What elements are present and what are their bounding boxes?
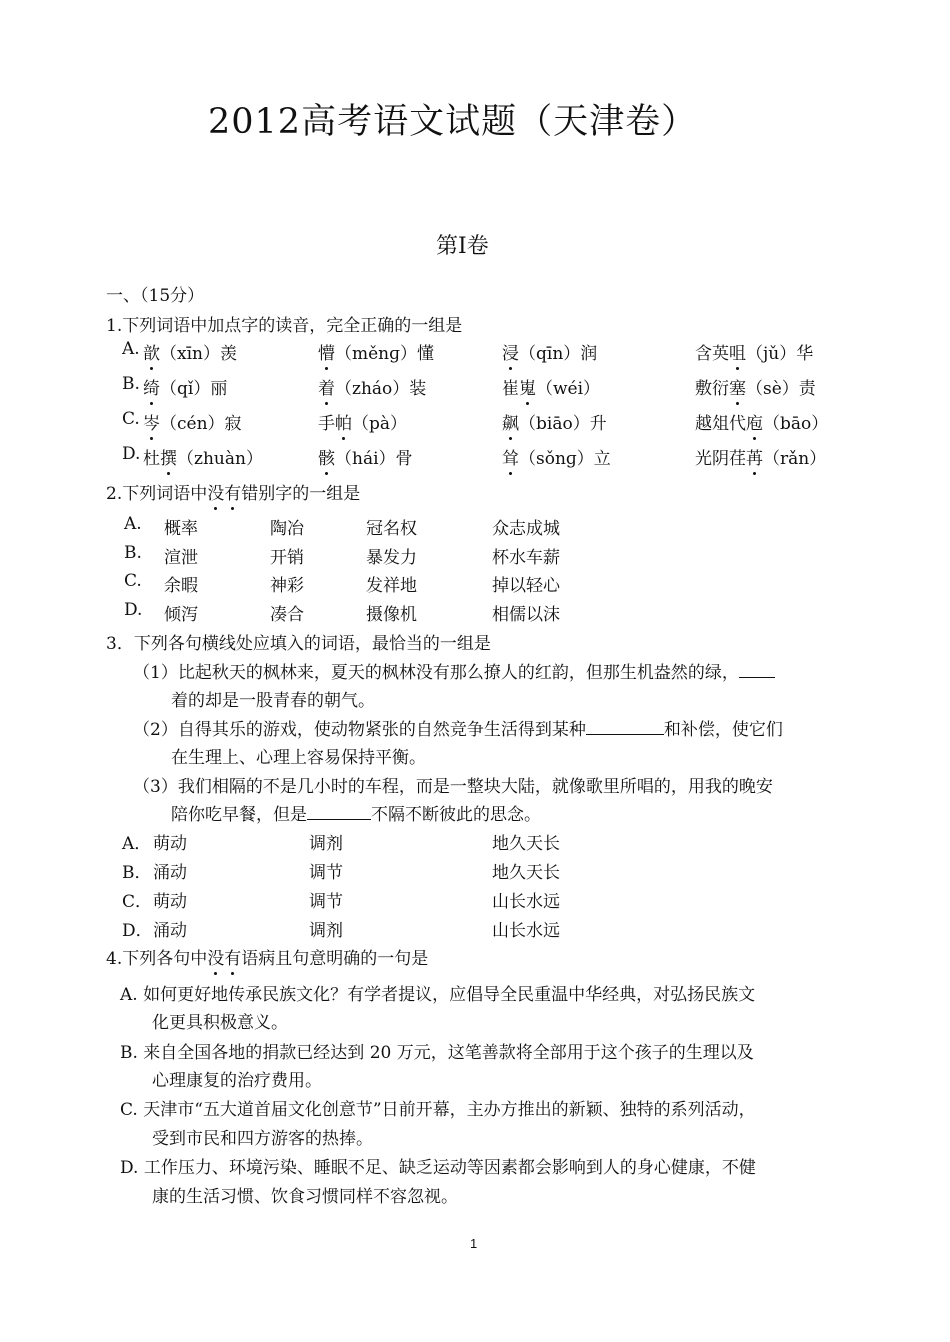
q1-item-dotted-char: 庖 (746, 409, 763, 434)
q1-option-item (318, 339, 434, 364)
q3-option-word: 山长水远 (492, 892, 560, 912)
q1-option-item (695, 409, 828, 434)
q1-item-pinyin: （pà） (352, 414, 408, 434)
q1-item-pinyin: （jǔ）华 (746, 344, 814, 364)
q3-option-label: C． (122, 892, 153, 912)
q1-item-dotted-char: 撰 (160, 444, 177, 469)
q4-stem-pre: 4.下列各句中 (106, 949, 208, 969)
q1-item-pinyin: （zháo）装 (335, 379, 427, 399)
q3-sentence1 (133, 658, 775, 683)
q1-item-pre: 崔 (502, 379, 519, 399)
q3-sentence2 (133, 715, 783, 740)
q3-option-word: 地久天长 (492, 834, 560, 854)
q3-option-word: 萌动 (153, 892, 187, 912)
q1-option-item (143, 409, 242, 434)
q1-item-dotted-char: 懵 (318, 339, 335, 364)
q3-option-word: 萌动 (153, 834, 187, 854)
q1-item-dotted-char: 苒 (746, 444, 763, 469)
q1-item-dotted-char: 浸 (502, 339, 519, 364)
q4-option-c: C. 天津市“五大道首届文化创意节”日前开幕，主办方推出的新颖、独特的系列活动， (120, 1100, 756, 1120)
q1-item-pre: 杜 (143, 449, 160, 469)
q2-option-word: 凑合 (270, 605, 304, 625)
q1-item-dotted-char: 绮 (143, 374, 160, 399)
page-number: 1 (470, 1236, 478, 1251)
q2-stem (106, 479, 360, 504)
q3-s2-cont: 在生理上、心理上容易保持平衡。 (171, 748, 426, 768)
q1-item-dotted-char: 咀 (729, 339, 746, 364)
q1-item-pre: 手 (318, 414, 335, 434)
q1-item-pinyin: （qǐ）丽 (160, 379, 228, 399)
q3-s3-text: 陪你吃早餐，但是 (171, 805, 307, 825)
q2-option-label: C. (124, 571, 142, 591)
q1-item-dotted-char: 耸 (502, 444, 519, 469)
q1-item-pre: 越俎代 (695, 414, 746, 434)
q2-option-word: 渲泄 (164, 548, 198, 568)
q3-option-word: 涌动 (153, 921, 187, 941)
q2-option-word: 掉以轻心 (492, 576, 560, 596)
q3-stem: 3．下列各句横线处应填入的词语，最恰当的一组是 (106, 634, 491, 654)
q1-item-pinyin: （hái）骨 (335, 449, 413, 469)
q4-option-d-cont: 康的生活习惯、饮食习惯同样不容忽视。 (152, 1187, 458, 1207)
q2-option-label: D. (124, 600, 143, 620)
q1-item-pinyin: （qīn）润 (519, 344, 598, 364)
q3-option-word: 调节 (309, 892, 343, 912)
section-heading: 一、（15分） (106, 286, 205, 306)
q3-option-word: 山长水远 (492, 921, 560, 941)
q2-stem-dot2: 有 (224, 479, 241, 504)
q3-option-label: B． (122, 863, 152, 883)
q1-item-pre: 光阴荏 (695, 449, 746, 469)
q1-item-pinyin: （wéi） (536, 379, 601, 399)
q4-stem-dot2: 有 (224, 944, 241, 969)
q1-option-item (318, 374, 426, 399)
q1-item-pre: 敷衍 (695, 379, 729, 399)
q1-item-dotted-char: 嵬 (519, 374, 536, 399)
q1-stem: 1.下列词语中加点字的读音，完全正确的一组是 (106, 316, 463, 336)
q2-option-word: 开销 (270, 548, 304, 568)
q1-option-item (318, 444, 413, 469)
q2-option-word: 摄像机 (366, 605, 417, 625)
q1-option-item (318, 409, 407, 434)
q1-item-pinyin: （měnɡ）懂 (335, 344, 435, 364)
q1-item-dotted-char: 帕 (335, 409, 352, 434)
q2-option-word: 杯水车薪 (492, 548, 560, 568)
q2-stem-dot1: 没 (207, 479, 224, 504)
q2-option-word: 发祥地 (366, 576, 417, 596)
q3-option-word: 涌动 (153, 863, 187, 883)
q2-option-label: A. (124, 514, 142, 534)
q2-option-label: B. (124, 543, 142, 563)
q4-option-b-cont: 心理康复的治疗费用。 (152, 1071, 322, 1091)
q1-item-dotted-char: 骸 (318, 444, 335, 469)
q3-sentence3: （3）我们相隔的不是几小时的车程，而是一整块大陆，就像歌里所唱的，用我的晚安 (133, 777, 773, 797)
q3-s3-text2: 不隔不断彼此的思念。 (371, 805, 541, 825)
q3-s2-text2: 和补偿，使它们 (663, 720, 783, 740)
q3-s1-text: （1）比起秋天的枫林来，夏天的枫林没有那么撩人的红韵，但那生机盎然的绿， (133, 663, 739, 683)
q1-item-pre: 含英 (695, 344, 729, 364)
q1-option-item (143, 444, 263, 469)
q1-item-pinyin: （cén）寂 (160, 414, 242, 434)
q3-option-label: D． (122, 921, 153, 941)
q2-option-word: 概率 (164, 519, 198, 539)
q4-stem (106, 944, 428, 969)
q1-option-item (502, 374, 600, 399)
q1-item-pinyin: （bāo） (763, 414, 829, 434)
q1-option-item (143, 339, 237, 364)
q1-option-item (143, 374, 227, 399)
q4-stem-dot1: 没 (207, 944, 224, 969)
q3-option-word: 地久天长 (492, 863, 560, 883)
q4-option-a: A. 如何更好地传承民族文化？有学者提议，应倡导全民重温中华经典，对弘扬民族文 (120, 985, 756, 1005)
q1-item-pinyin: （biāo）升 (519, 414, 607, 434)
q1-item-dotted-char: 歆 (143, 339, 160, 364)
q1-item-dotted-char: 塞 (729, 374, 746, 399)
q3-option-label: A． (122, 834, 152, 854)
q2-option-word: 暴发力 (366, 548, 417, 568)
q3-s3-cont (171, 800, 541, 825)
q3-blank2 (586, 720, 664, 735)
q1-option-item (695, 444, 826, 469)
q4-stem-post: 语病且句意明确的一句是 (241, 949, 429, 969)
q2-option-word: 陶冶 (270, 519, 304, 539)
q1-option-label: A. (122, 339, 140, 359)
q1-item-pinyin: （xīn）羡 (160, 344, 237, 364)
q2-option-word: 冠名权 (366, 519, 417, 539)
q3-option-word: 调节 (309, 863, 343, 883)
q1-item-pinyin: （sè）责 (746, 379, 816, 399)
q1-item-dotted-char: 着 (318, 374, 335, 399)
document-title: 2012高考语文试题（天津卷） (208, 102, 698, 142)
q4-option-b: B. 来自全国各地的捐款已经达到 20 万元，这笔善款将全部用于这个孩子的生理以及 (120, 1043, 754, 1063)
q3-blank1 (739, 663, 775, 678)
q1-option-item (695, 374, 816, 399)
q1-item-pinyin: （zhuàn） (177, 449, 263, 469)
q3-s1-cont: 着的却是一股青春的朝气。 (171, 691, 375, 711)
q2-option-word: 余暇 (164, 576, 198, 596)
q3-blank3 (307, 805, 371, 820)
q2-option-word: 相儒以沫 (492, 605, 560, 625)
q1-option-item (502, 444, 611, 469)
q1-item-pinyin: （rǎn） (763, 449, 827, 469)
q1-option-item (502, 339, 597, 364)
q3-s2-text: （2）自得其乐的游戏，使动物紧张的自然竞争生活得到某种 (133, 720, 586, 740)
q1-item-dotted-char: 飙 (502, 409, 519, 434)
q1-option-label: B. (122, 374, 140, 394)
q3-option-word: 调剂 (309, 834, 343, 854)
q2-option-word: 神彩 (270, 576, 304, 596)
q4-option-d: D. 工作压力、环境污染、睡眠不足、缺乏运动等因素都会影响到人的身心健康，不健 (120, 1158, 756, 1178)
q4-option-a-cont: 化更具积极意义。 (152, 1013, 288, 1033)
q3-option-word: 调剂 (309, 921, 343, 941)
q1-item-dotted-char: 岑 (143, 409, 160, 434)
q1-option-item (502, 409, 607, 434)
q2-stem-pre: 2.下列词语中 (106, 484, 208, 504)
q4-option-c-cont: 受到市民和四方游客的热捧。 (152, 1129, 373, 1149)
volume-heading: 第Ⅰ卷 (436, 234, 489, 259)
q1-option-label: C. (122, 409, 140, 429)
q1-option-item (695, 339, 813, 364)
q1-item-pinyin: （sǒnɡ）立 (519, 449, 611, 469)
q2-option-word: 倾泻 (164, 605, 198, 625)
q2-option-word: 众志成城 (492, 519, 560, 539)
q2-stem-post: 错别字的一组是 (241, 484, 361, 504)
q1-option-label: D. (122, 444, 141, 464)
